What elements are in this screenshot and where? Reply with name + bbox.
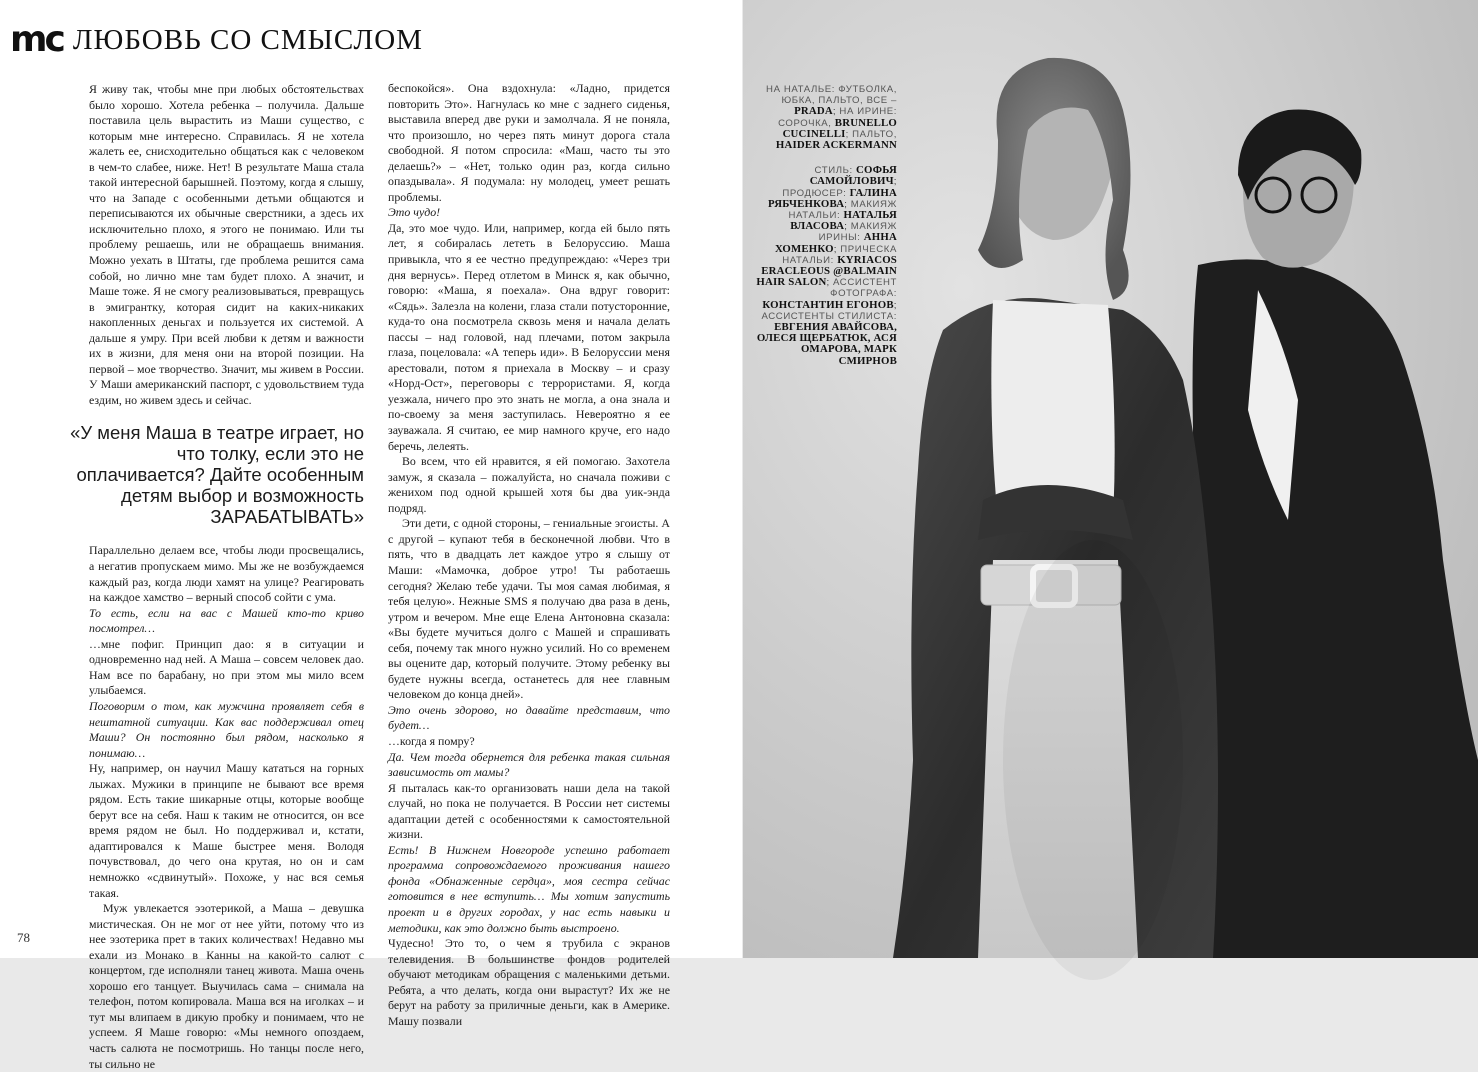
text-column-1 xyxy=(70,82,364,1072)
text-column-2 xyxy=(388,81,670,1029)
interview-question: Это очень здорово, но давайте представим, что будет… xyxy=(388,702,670,733)
interview-question: То есть, если на вас с Машей кто-то криво посмотрел… xyxy=(89,605,364,636)
interview-question: Это чудо! xyxy=(388,205,441,220)
paragraph: Ну, например, он научил Машу кататься на горных лыжах. Мужики в принципе не бывают все время рядом. Есть такие шикарные отцы, которые вообще берут все на себя. Наш к таким не относится, он все время рядом не был. Но поддерживал и, кстати, адаптировался к Маше быстрее меня. Володя почувствовал, до чего она крутая, но он и сам немножко «сдвинутый». Похоже, у нас вся семья такая. xyxy=(89,761,364,900)
interview-question: Поговорим о том, как мужчина проявляет себя в нештатной ситуации. Как вас поддерживал отец Маши? Он постоянно был рядом, насколько я понимаю… xyxy=(89,698,364,760)
paragraph: Да, это мое чудо. Или, например, когда ей было пять лет, я собиралась лететь в Белоруссию. Маша привыкла, что я ее честно предупреждаю: «Через три дня вернусь». Перед отлетом в Минск я, как обычно, говорю: «Маша, я поехала». Она вдруг говорит: «Сядь». Залезла на колени, глаза стали потусторонние, куда-то она посмотрела сквозь меня и начала делать пассы – над головой, над плечами, потом закрыла глаза, поцеловала: «А теперь иди». В Белоруссии меня арестовали, потом я приехала в Москву – и сразу «Норд-Ост», переговоры с террористами. Я, когда уезжала, ничего про это знать не могла, а она знала и по-своему за меня заступилась. Невероятно я ее зауважала. Я считаю, ее мир намного круче, его надо беречь, лелеять. xyxy=(388,220,670,453)
magazine-logo: mc xyxy=(10,19,63,60)
paragraph: Чудесно! Это то, о чем я трубила с экранов телевидения. В большинстве фондов родителей обучают методикам обращения с маленькими детьми. Ребята, а что делать, когда они вырастут? Их же не берут на работу за приличные деньги, как в Америке. Машу позвали xyxy=(388,936,670,1028)
paragraph: Я живу так, чтобы мне при любых обстоятельствах было хорошо. Хотела ребенка – получила. Дальше поставила цель вырастить из Маши существо, с которым мне интересно. Справилась. Я не хотела жалеть ее, снисходительно общаться как с человеком в чем-то слабее, ниже. Нет! В результате Маша стала такой интересной барышней. Поэтому, когда я слышу, что на Западе с особенными детьми общаются и переписываются их обычные сверстники, а здесь их исключительно плохо, я этого не понимаю. Или ты проблему решаешь, или не обращаешь внимания. Можно уехать в Штаты, где проблема решится сама собой, но лично мне там будет плохо. А значит, и Маше тоже. Я не смогу реализовываться, превращусь в эмигрантку, которая сидит на каких-никаких накопленных деньгах и пользуется их системой. А дальше я умру. При всей любви к детям и важности их в жизни, для меня они на второй позиции. На первой – мое творчество. Значит, мы живем в России. У Маши американский паспорт, с удовольствием туда ездим, но живем здесь и сейчас. xyxy=(89,82,364,407)
interview-question: Есть! В Нижнем Новгороде успешно работает программа сопровождаемого проживания нашего фонда «Обнаженные сердца», моя сестра сейчас готовится в нее вступить… Мы хотим запустить проект и в других городах, у нас есть навыки и методики, как это должно быть выстроено. xyxy=(388,842,670,935)
page-number: 78 xyxy=(17,930,30,945)
section-title: ЛЮБОВЬ СО СМЫСЛОМ xyxy=(72,23,423,56)
credit-team: СТИЛЬ: СОФЬЯ САМОЙЛОВИЧ; ПРОДЮСЕР: ГАЛИНА РЯБЧЕНКОВА; МАКИЯЖ НАТАЛЬИ: НАТАЛЬЯ ВЛАСОВА; МАКИЯЖ ИРИНЫ: АННА ХОМЕНКО; ПРИЧЕСКА НАТАЛЬИ: KYRIACOS ERACLEOUS @BALMAIN HAIR SALON; АССИСТЕНТ ФОТОГРАФА: КОНСТАНТИН ЕГОНОВ; АССИСТЕНТЫ СТИЛИСТА: ЕВГЕНИЯ АВАЙСОВА, ОЛЕСЯ ЩЕРБАТЮК, АСЯ ОМАРОВА, МАРК СМИРНОВ xyxy=(756,164,897,367)
paragraph: Параллельно делаем все, чтобы люди просвещались, а негатив пропускаем мимо. Мы же не возбуждаемся каждый раз, когда люди хамят на улице? Реагировать на каждое хамство – верный способ сойти с ума. xyxy=(89,543,364,605)
paragraph: Я пыталась как-то организовать наши дела на такой случай, но пока не получается. В России нет системы адаптации детей с особенностями к самостоятельной жизни. xyxy=(388,780,670,842)
photo-credits xyxy=(755,84,897,367)
interview-question: Да. Чем тогда обернется для ребенка такая сильная зависимость от мамы? xyxy=(388,749,670,780)
paragraph: Во всем, что ей нравится, я ей помогаю. Захотела замуж, я сказала – пожалуйста, но сначала поживи с женихом под одной крышей хотя бы два уик-энда подряд. xyxy=(388,454,670,515)
right-page-photo xyxy=(743,0,1478,958)
floor-shadow xyxy=(1003,540,1183,980)
page-header xyxy=(10,20,423,60)
pull-quote: «У меня Маша в театре играет, но что толку, если это не оплачивается? Дайте особенным детям выбор и возможность ЗАРАБАТЫВАТЬ» xyxy=(70,422,364,528)
paragraph: …мне пофиг. Принцип дао: я в ситуации и одновременно над ней. А Маша – совсем человек дао. Нам все по барабану, но при этом мы мило всем улыбаемся. xyxy=(89,636,364,698)
paragraph: Муж увлекается эзотерикой, а Маша – девушка мистическая. Он не мог от нее уйти, потому что из нее эзотерика прет в таких количествах! Недавно мы ехали из Монако в Канны на какой-то салют с концертом, где исполняли танец живота. Маша очень хорошо его танцует. Выучилась сама – снимала на телефон, потом копировала. Маша вся на иголках – и тут мы влипаем в дикую пробку и понимаем, что не успеем. Я Маше говорю: «Мы немного опоздаем, часть салюта не посмотришь. Но танцы после него, ты сильно не xyxy=(89,901,364,1071)
paragraph: …когда я помру? xyxy=(388,733,475,748)
paragraph: беспокойся». Она вздохнула: «Ладно, придется повторить Это». Нагнулась ко мне с заднего сиденья, выставила вперед две руки и замолчала. Я не поняла, что произошло, но через пять минут дорога стала свободной. Я потом спросила: «Маш, часто ты это делаешь?» – «Нет, только один раз, когда сильно опаздывала». Я подумала: ну молодец, умеет решать проблемы. xyxy=(388,81,670,204)
credit-natalia: НА НАТАЛЬЕ: ФУТБОЛКА, ЮБКА, ПАЛЬТО, ВСЕ – PRADA; НА ИРИНЕ: СОРОЧКА, BRUNELLO CUCINELLI; ПАЛЬТО, HAIDER ACKERMANN xyxy=(766,84,897,152)
paragraph: Эти дети, с одной стороны, – гениальные эгоисты. А с другой – купают тебя в бесконечной любви. Что в пять, что в двадцать лет каждое утро я слышу от Маши: «Мамочка, доброе утро! Ты работаешь сегодня? Желаю тебе удачи. Ты моя самая любимая, я тебя целую». Нежные SMS я получаю два раза в день, утром и вечером. Мне еще Елена Антоновна сказала: «Вы будете мучиться долго с Машей и спрашивать себя, почему так много нужно усилий. Но со временем вы оцените дар, который получите. Этому ребенку вы будете нужны всегда, останетесь для нее главным человеком до конца дней». xyxy=(388,516,670,702)
